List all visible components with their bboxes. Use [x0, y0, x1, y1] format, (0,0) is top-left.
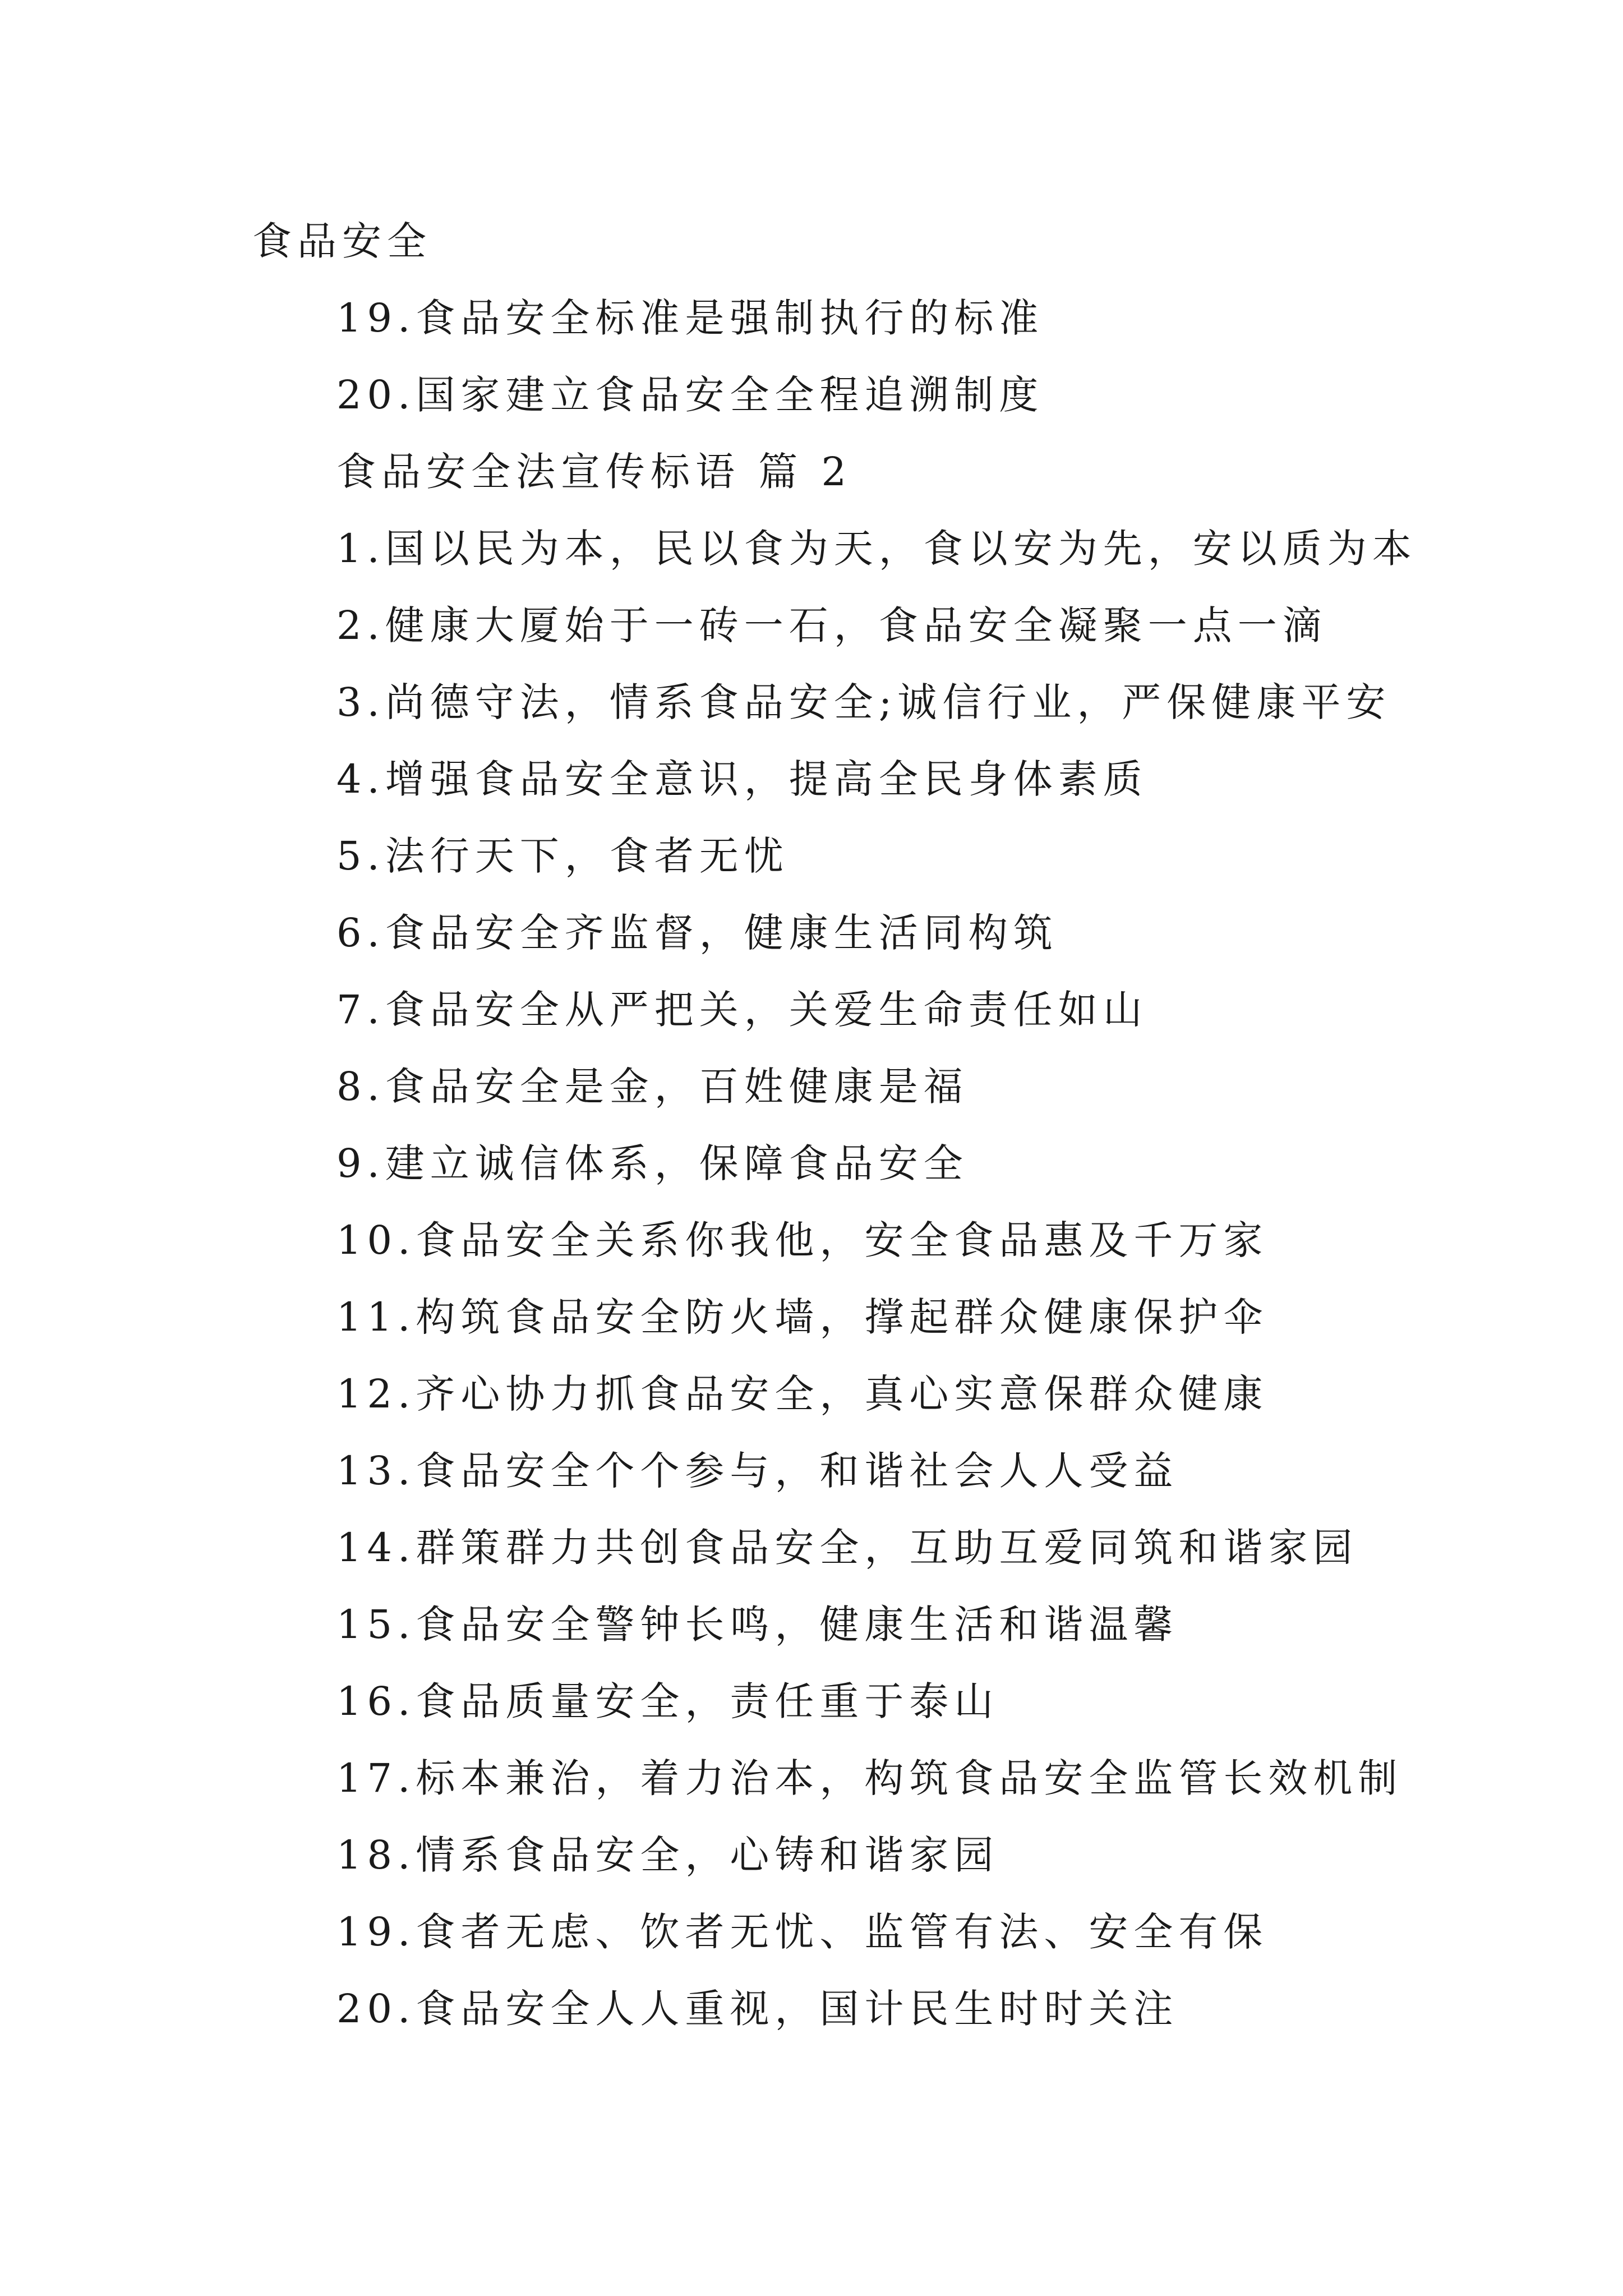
slogan-item: 14.群策群力共创食品安全，互助互爱同筑和谐家园 [336, 1525, 1358, 1571]
slogan-item: 4.增强食品安全意识，提高全民身体素质 [336, 756, 1148, 802]
slogan-item: 19.食者无虑、饮者无忧、监管有法、安全有保 [336, 1909, 1269, 1955]
slogan-item: 6.食品安全齐监督，健康生活同构筑 [336, 910, 1058, 956]
continued-item: 20.国家建立食品安全全程追溯制度 [336, 372, 1044, 418]
slogan-item: 17.标本兼治，着力治本，构筑食品安全监管长效机制 [336, 1755, 1403, 1801]
slogan-item: 20.食品安全人人重视，国计民生时时关注 [336, 1986, 1179, 2032]
slogan-item: 11.构筑食品安全防火墙，撑起群众健康保护伞 [336, 1294, 1269, 1340]
section-heading: 食品安全法宣传标语 篇 2 [336, 449, 852, 495]
slogan-item: 8.食品安全是金，百姓健康是福 [336, 1064, 969, 1110]
continued-item: 19.食品安全标准是强制执行的标准 [336, 295, 1044, 341]
slogan-item: 3.尚德守法，情系食品安全;诚信行业，严保健康平安 [336, 679, 1391, 725]
slogan-item: 1.国以民为本，民以食为天，食以安为先，安以质为本 [336, 526, 1417, 572]
slogan-item: 2.健康大厦始于一砖一石，食品安全凝聚一点一滴 [336, 602, 1327, 648]
lead-line: 食品安全 [252, 218, 432, 264]
slogan-item: 9.建立诚信体系，保障食品安全 [336, 1140, 969, 1186]
slogan-item: 15.食品安全警钟长鸣，健康生活和谐温馨 [336, 1602, 1179, 1648]
slogan-item: 5.法行天下，食者无忧 [336, 833, 789, 879]
slogan-item: 18.情系食品安全，心铸和谐家园 [336, 1832, 999, 1878]
slogan-item: 7.食品安全从严把关，关爱生命责任如山 [336, 987, 1148, 1033]
slogan-item: 10.食品安全关系你我他，安全食品惠及千万家 [336, 1217, 1269, 1263]
slogan-item: 16.食品质量安全，责任重于泰山 [336, 1678, 999, 1724]
slogan-item: 12.齐心协力抓食品安全，真心实意保群众健康 [336, 1371, 1269, 1417]
slogan-item: 13.食品安全个个参与，和谐社会人人受益 [336, 1448, 1179, 1494]
